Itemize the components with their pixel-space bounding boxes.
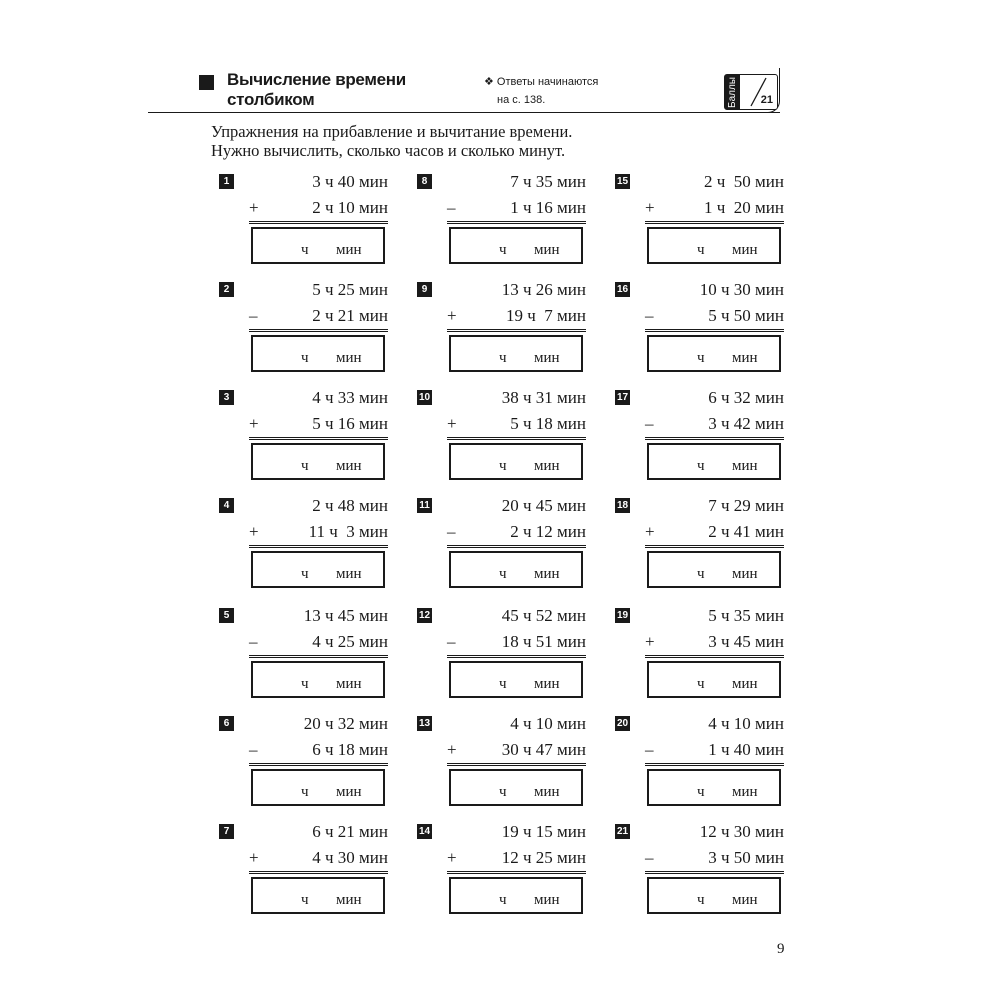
exercise (219, 174, 389, 274)
exercise (615, 824, 785, 924)
exercise-number: 9 (417, 282, 432, 297)
exercise-number: 7 (219, 824, 234, 839)
page-title (227, 70, 487, 110)
exercise (615, 716, 785, 816)
exercise-number: 11 (417, 498, 432, 513)
square-bullet-icon (199, 75, 214, 90)
answer-box[interactable] (449, 443, 583, 480)
sum-rule (447, 763, 586, 766)
minuend: 6 ч 21 мин (312, 822, 388, 841)
exercise (219, 608, 389, 708)
operator-sign: + (249, 198, 259, 217)
hours-unit: ч (499, 242, 507, 258)
hours-unit: ч (301, 350, 309, 366)
operand: 3 ч 45 мин (708, 632, 784, 651)
exercise (417, 608, 587, 708)
operand-row (645, 740, 784, 760)
operand: 2 ч 41 мин (708, 522, 784, 541)
answer-box[interactable] (647, 877, 781, 914)
exercise-number: 4 (219, 498, 234, 513)
sum-rule (249, 655, 388, 658)
answer-box[interactable] (449, 335, 583, 372)
operand: 12 ч 25 мин (501, 848, 586, 867)
answers-note (484, 73, 598, 109)
sum-rule (447, 545, 586, 548)
operand: 3 ч 42 мин (708, 414, 784, 433)
operator-sign: + (447, 848, 457, 867)
answer-box[interactable] (251, 551, 385, 588)
minutes-unit: мин (732, 676, 758, 692)
operand-row (447, 740, 586, 760)
minuend: 19 ч 15 мин (501, 822, 586, 841)
exercise (417, 390, 587, 490)
operator-sign: + (249, 414, 259, 433)
exercise (615, 498, 785, 598)
minutes-unit: мин (534, 350, 560, 366)
operator-sign: – (645, 414, 654, 433)
minuend: 20 ч 45 мин (501, 496, 586, 515)
operator-sign: + (249, 848, 259, 867)
exercise (417, 498, 587, 598)
operator-sign: + (447, 740, 457, 759)
sum-rule (249, 329, 388, 332)
exercise-number: 2 (219, 282, 234, 297)
sum-rule (645, 871, 784, 874)
exercise (417, 174, 587, 274)
minuend: 2 ч 48 мин (312, 496, 388, 515)
answer-box[interactable] (647, 443, 781, 480)
sum-rule (645, 655, 784, 658)
hours-unit: ч (499, 892, 507, 908)
exercise (219, 390, 389, 490)
exercise (219, 824, 389, 924)
operand-row (447, 198, 586, 218)
operand: 1 ч 40 мин (708, 740, 784, 759)
answer-box[interactable] (449, 227, 583, 264)
page-number: 9 (777, 941, 785, 957)
operand: 5 ч 16 мин (312, 414, 388, 433)
hours-unit: ч (301, 242, 309, 258)
sum-rule (645, 221, 784, 224)
sum-rule (249, 871, 388, 874)
minuend: 20 ч 32 мин (303, 714, 388, 733)
answer-box[interactable] (647, 227, 781, 264)
answer-box[interactable] (251, 335, 385, 372)
sum-rule (249, 763, 388, 766)
operand: 18 ч 51 мин (501, 632, 586, 651)
hours-unit: ч (697, 458, 705, 474)
hours-unit: ч (697, 892, 705, 908)
exercise-number: 17 (616, 392, 629, 403)
exercise (615, 390, 785, 490)
minutes-unit: мин (732, 566, 758, 582)
answers-note-line-1: ❖ Ответы начинаются (484, 76, 599, 88)
exercise (615, 608, 785, 708)
operand-row (249, 414, 388, 434)
minutes-unit: мин (534, 784, 560, 800)
operand-row (249, 522, 388, 542)
minuend: 6 ч 32 мин (708, 388, 784, 407)
operator-sign: – (447, 522, 456, 541)
hours-unit: ч (697, 350, 705, 366)
answer-box[interactable] (647, 551, 781, 588)
operand: 2 ч 12 мин (510, 522, 586, 541)
answer-box[interactable] (251, 227, 385, 264)
minutes-unit: мин (534, 892, 560, 908)
operand: 2 ч 21 мин (312, 306, 388, 325)
answer-box[interactable] (449, 551, 583, 588)
operand: 5 ч 50 мин (708, 306, 784, 325)
minutes-unit: мин (732, 784, 758, 800)
operand-row (645, 848, 784, 868)
operand-row (249, 198, 388, 218)
exercise-number: 12 (418, 610, 431, 621)
operand-row (447, 306, 586, 326)
operand-row (645, 306, 784, 326)
operand-row (645, 198, 784, 218)
minutes-unit: мин (732, 242, 758, 258)
exercise-number: 16 (616, 284, 629, 295)
minutes-unit: мин (534, 458, 560, 474)
operator-sign: + (645, 522, 655, 541)
exercise (615, 282, 785, 382)
minutes-unit: мин (336, 242, 362, 258)
exercise (417, 824, 587, 924)
minutes-unit: мин (336, 566, 362, 582)
minuend: 7 ч 29 мин (708, 496, 784, 515)
minutes-unit: мин (732, 892, 758, 908)
exercise (219, 282, 389, 382)
sum-rule (249, 221, 388, 224)
operator-sign: – (447, 198, 456, 217)
score-label (725, 75, 740, 109)
answer-box[interactable] (647, 661, 781, 698)
answer-box[interactable] (449, 769, 583, 806)
operand-row (447, 848, 586, 868)
score-label-text: Баллы (727, 76, 739, 108)
operand: 2 ч 10 мин (312, 198, 388, 217)
hours-unit: ч (499, 458, 507, 474)
minuend: 4 ч 10 мин (510, 714, 586, 733)
hours-unit: ч (499, 350, 507, 366)
minuend: 5 ч 35 мин (708, 606, 784, 625)
hours-unit: ч (697, 784, 705, 800)
exercise-number: 1 (219, 174, 234, 189)
score-box (724, 74, 778, 110)
exercise-number: 5 (219, 608, 234, 623)
hours-unit: ч (499, 784, 507, 800)
exercise-number: 8 (417, 174, 432, 189)
exercise-number: 3 (219, 390, 234, 405)
operand-row (645, 414, 784, 434)
instructions (211, 122, 572, 160)
operand-row (447, 632, 586, 652)
answer-box[interactable] (449, 661, 583, 698)
exercise-number: 20 (616, 718, 629, 729)
sum-rule (645, 437, 784, 440)
operand-row (645, 632, 784, 652)
operand-row (249, 306, 388, 326)
minutes-unit: мин (732, 350, 758, 366)
title-line-1: Вычисление времени (227, 70, 406, 89)
minutes-unit: мин (336, 676, 362, 692)
operator-sign: – (645, 306, 654, 325)
hours-unit: ч (499, 676, 507, 692)
answer-box[interactable] (449, 877, 583, 914)
exercise-number: 14 (418, 826, 431, 837)
minutes-unit: мин (534, 242, 560, 258)
answer-box[interactable] (647, 769, 781, 806)
minuend: 12 ч 30 мин (699, 822, 784, 841)
exercise (417, 282, 587, 382)
minutes-unit: мин (534, 676, 560, 692)
minuend: 4 ч 33 мин (312, 388, 388, 407)
operand: 1 ч 16 мин (510, 198, 586, 217)
minuend: 45 ч 52 мин (501, 606, 586, 625)
hours-unit: ч (301, 784, 309, 800)
minutes-unit: мин (336, 784, 362, 800)
minutes-unit: мин (732, 458, 758, 474)
operand-row (249, 740, 388, 760)
operand: 30 ч 47 мин (501, 740, 586, 759)
sum-rule (249, 545, 388, 548)
operand: 4 ч 30 мин (312, 848, 388, 867)
answer-box[interactable] (647, 335, 781, 372)
sum-rule (249, 437, 388, 440)
minuend: 10 ч 30 мин (699, 280, 784, 299)
instructions-line-1: Упражнения на прибавление и вычитание времени. (211, 122, 573, 141)
exercise (417, 716, 587, 816)
sum-rule (447, 329, 586, 332)
operator-sign: – (645, 740, 654, 759)
answer-box[interactable] (251, 877, 385, 914)
hours-unit: ч (697, 242, 705, 258)
hours-unit: ч (697, 676, 705, 692)
minutes-unit: мин (336, 458, 362, 474)
exercise (219, 716, 389, 816)
minutes-unit: мин (336, 892, 362, 908)
exercise-number: 15 (616, 176, 629, 187)
operand-row (249, 848, 388, 868)
operator-sign: + (249, 522, 259, 541)
exercise-number: 10 (418, 392, 431, 403)
sum-rule (447, 655, 586, 658)
answer-box[interactable] (251, 769, 385, 806)
operand: 5 ч 18 мин (510, 414, 586, 433)
operand: 19 ч 7 мин (505, 306, 586, 325)
operand: 11 ч 3 мин (308, 522, 388, 541)
operand: 3 ч 50 мин (708, 848, 784, 867)
exercise-number: 13 (418, 718, 431, 729)
hours-unit: ч (301, 458, 309, 474)
exercise-number: 6 (219, 716, 234, 731)
title-line-2: столбиком (227, 90, 315, 109)
operator-sign: – (249, 632, 258, 651)
hours-unit: ч (499, 566, 507, 582)
hours-unit: ч (301, 892, 309, 908)
minuend: 3 ч 40 мин (312, 172, 388, 191)
exercise (615, 174, 785, 274)
score-total: 21 (760, 94, 773, 106)
minuend: 13 ч 45 мин (303, 606, 388, 625)
exercise-number: 18 (616, 500, 629, 511)
operand-row (645, 522, 784, 542)
sum-rule (645, 329, 784, 332)
sum-rule (447, 437, 586, 440)
sum-rule (447, 221, 586, 224)
operand-row (447, 414, 586, 434)
sum-rule (645, 763, 784, 766)
minutes-unit: мин (336, 350, 362, 366)
minuend: 7 ч 35 мин (510, 172, 586, 191)
minuend: 38 ч 31 мин (501, 388, 586, 407)
header-divider (148, 112, 780, 113)
exercise-number: 19 (616, 610, 629, 621)
operator-sign: – (645, 848, 654, 867)
operand-row (249, 632, 388, 652)
operand-row (447, 522, 586, 542)
operator-sign: + (645, 632, 655, 651)
answers-note-line-2: на с. 138. (497, 94, 546, 106)
operator-sign: – (249, 740, 258, 759)
sum-rule (645, 545, 784, 548)
operator-sign: + (447, 414, 457, 433)
hours-unit: ч (697, 566, 705, 582)
hours-unit: ч (301, 566, 309, 582)
operator-sign: – (447, 632, 456, 651)
minuend: 2 ч 50 мин (703, 172, 784, 191)
sum-rule (447, 871, 586, 874)
minuend: 5 ч 25 мин (312, 280, 388, 299)
hours-unit: ч (301, 676, 309, 692)
answer-box[interactable] (251, 443, 385, 480)
operator-sign: + (447, 306, 457, 325)
operator-sign: – (249, 306, 258, 325)
exercise (219, 498, 389, 598)
operand: 1 ч 20 мин (703, 198, 784, 217)
operand: 6 ч 18 мин (312, 740, 388, 759)
exercise-number: 21 (616, 826, 629, 837)
minuend: 13 ч 26 мин (501, 280, 586, 299)
operator-sign: + (645, 198, 655, 217)
instructions-line-2: Нужно вычислить, сколько часов и сколько минут. (211, 141, 566, 160)
minuend: 4 ч 10 мин (708, 714, 784, 733)
minutes-unit: мин (534, 566, 560, 582)
answer-box[interactable] (251, 661, 385, 698)
operand: 4 ч 25 мин (312, 632, 388, 651)
